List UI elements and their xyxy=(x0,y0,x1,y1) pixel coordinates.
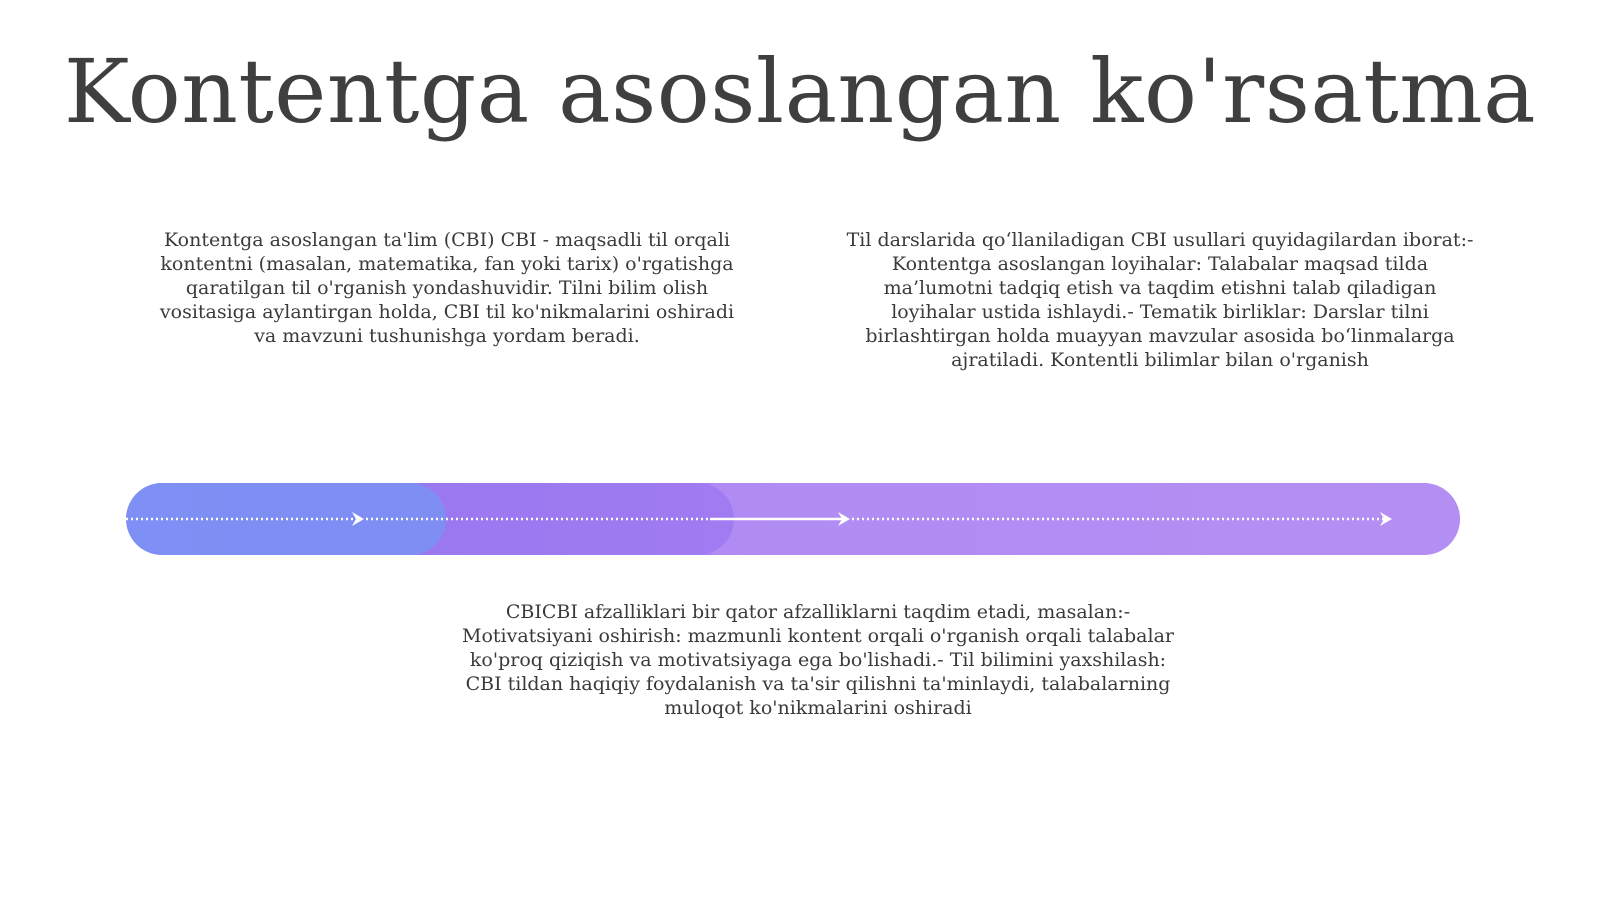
slide-title: Kontentga asoslangan ko'rsatma xyxy=(63,40,1537,143)
timeline-bar xyxy=(126,483,1460,555)
timeline-arrows xyxy=(126,483,1460,555)
text-block-benefits: CBICBI afzalliklari bir qator afzalliklarni taqdim etadi, masalan:- Motivatsiyani oshirish: mazmunli kontent orqali o'rganish orqali talabalar ko'proq qiziqish va motivatsiyaga ega bo'lishadi.- Til bilimini yaxshilash: CBI tildan haqiqiy foydalanish va ta'sir qilishni ta'minlaydi, talabalarning muloqot ko'nikmalarini oshiradi xyxy=(462,601,1174,719)
text-block-methods: Til darslarida qo‘llaniladigan CBI usullari quyidagilardan iborat:- Kontentga asoslangan loyihalar: Talabalar maqsad tilda ma’lumotni tadqiq etish va taqdim etishni talab qiladigan loyihalar ustida ishlaydi.- Tematik birliklar: Darslar tilni birlashtirgan holda muayyan mavzular asosida bo‘linmalarga ajratiladi. Kontentli bilimlar bilan o'rganish xyxy=(846,229,1474,371)
arrow-head-3-icon xyxy=(1380,512,1392,526)
text-block-intro: Kontentga asoslangan ta'lim (CBI) CBI - maqsadli til orqali kontentni (masalan, matematika, fan yoki tarix) o'rgatishga qaratilgan til o'rganish yondashuvidir. Tilni bilim olish vositasiga aylantirgan holda, CBI til ko'nikmalarini oshiradi va mavzuni tushunishga yordam beradi. xyxy=(159,229,735,347)
arrow-head-1-icon xyxy=(352,512,364,526)
